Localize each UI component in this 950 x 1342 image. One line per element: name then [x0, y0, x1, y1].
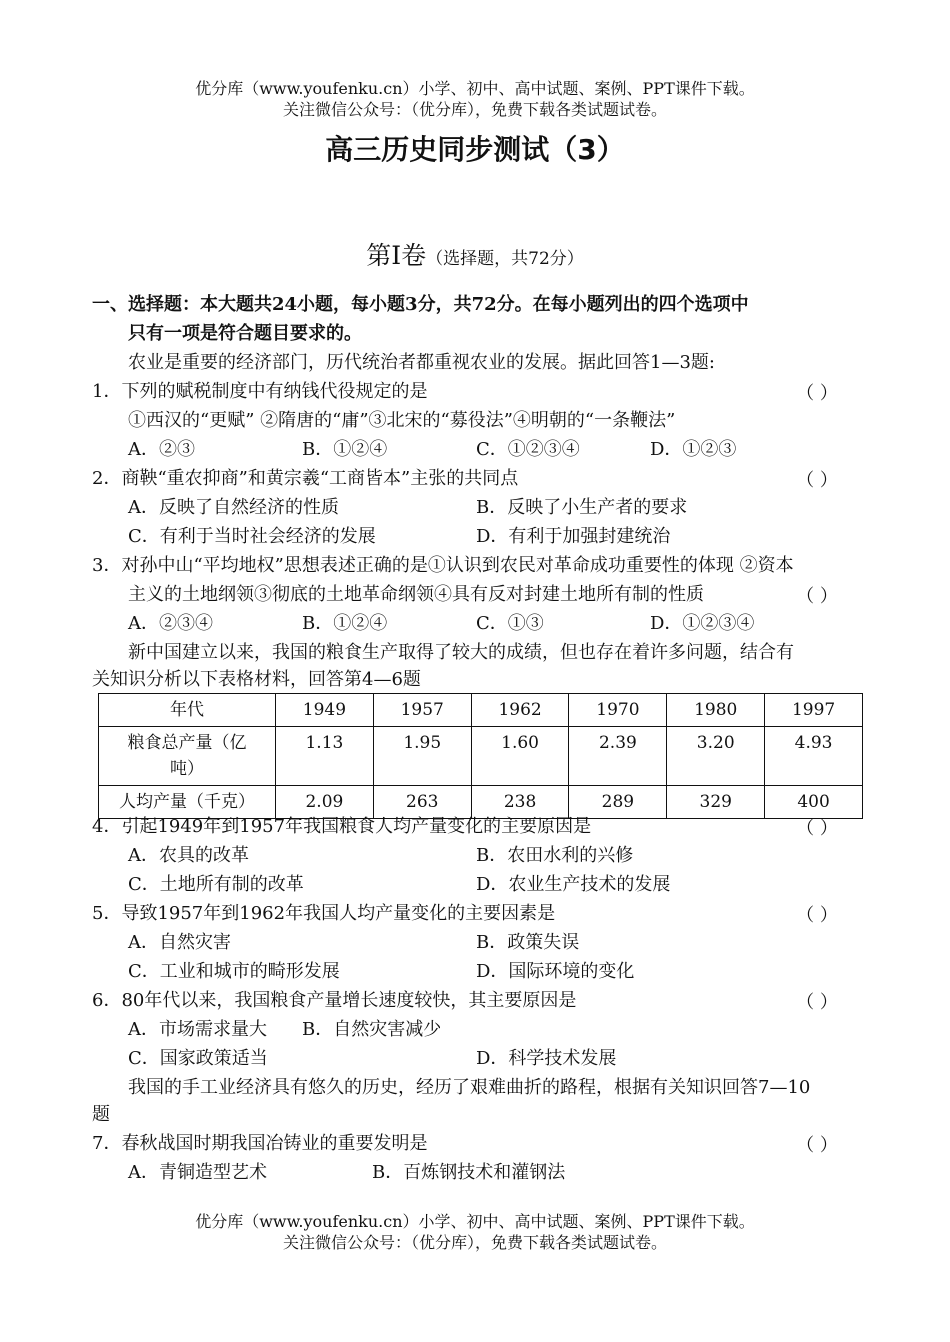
q7-option-b: B．百炼钢技术和灌钢法	[372, 1162, 566, 1183]
table-cell: 年代	[99, 694, 276, 727]
q5-option-b: B．政策失误	[476, 932, 580, 953]
table-cell: 289	[569, 786, 667, 819]
table-cell: 238	[471, 786, 569, 819]
q4-option-b: B．农田水利的兴修	[476, 845, 634, 866]
q1-option-d: D．①②③	[650, 439, 737, 460]
q3-answer-blank[interactable]: （ ）	[796, 586, 838, 607]
table-cell: 1.60	[471, 727, 569, 786]
q6-option-c: C．国家政策适当	[128, 1048, 268, 1069]
table-cell: 人均产量（千克）	[99, 786, 276, 819]
q4-option-c: C．土地所有制的改革	[128, 874, 304, 895]
q3-option-c: C．①③	[476, 613, 544, 634]
section-heading-1: 一、选择题：本大题共24小题，每小题3分，共72分。在每小题列出的四个选项中	[92, 294, 749, 315]
table-cell: 1.13	[276, 727, 374, 786]
header-line-2: 关注微信公众号：（优分库），免费下载各类试题试卷。	[282, 100, 667, 119]
intro-grain-line-2: 关知识分析以下表格材料，回答第4—6题	[92, 669, 421, 690]
q6-stem: 6．80年代以来，我国粮食产量增长速度较快，其主要原因是	[92, 990, 577, 1011]
q1-option-a: A．②③	[128, 439, 195, 460]
table-row	[99, 694, 863, 727]
volume-main: 第Ⅰ卷	[366, 241, 427, 270]
q2-option-c: C．有利于当时社会经济的发展	[128, 526, 376, 547]
q1-option-c: C．①②③④	[476, 439, 580, 460]
table-cell: 1.95	[373, 727, 471, 786]
q2-stem: 2．商鞅“重农抑商”和黄宗羲“工商皆本”主张的共同点	[92, 468, 519, 489]
q6-answer-blank[interactable]: （ ）	[796, 992, 838, 1013]
q3-stem-line-1: 3．对孙中山“平均地权”思想表述正确的是①认识到农民对革命成功重要性的体现 ②资本	[92, 555, 794, 576]
table-cell: 1957	[373, 694, 471, 727]
q7-answer-blank[interactable]: （ ）	[796, 1135, 838, 1156]
table-cell: 329	[667, 786, 765, 819]
page-title: 高三历史同步测试（3）	[325, 133, 625, 166]
q2-answer-blank[interactable]: （ ）	[796, 470, 838, 491]
table-cell: 2.09	[276, 786, 374, 819]
table-cell: 4.93	[765, 727, 863, 786]
volume-note: （选择题，共72分）	[426, 249, 584, 269]
q5-option-d: D．国际环境的变化	[476, 961, 635, 982]
q5-answer-blank[interactable]: （ ）	[796, 905, 838, 926]
q6-option-d: D．科学技术发展	[476, 1048, 617, 1069]
table-cell: 263	[373, 786, 471, 819]
q5-option-a: A．自然灾害	[128, 932, 231, 953]
q1-sub: ①西汉的“更赋” ②隋唐的“庸”③北宋的“募役法”④明朝的“一条鞭法”	[128, 410, 676, 431]
table-cell: 1980	[667, 694, 765, 727]
q3-option-b: B．①②④	[302, 613, 388, 634]
q1-answer-blank[interactable]: （ ）	[796, 383, 838, 404]
q4-option-a: A．农具的改革	[128, 845, 249, 866]
table-cell: 1949	[276, 694, 374, 727]
section-heading-2: 只有一项是符合题目要求的。	[128, 323, 362, 344]
table-row	[99, 727, 863, 786]
header-line-1: 优分库（www.youfenku.cn）小学、初中、高中试题、案例、PPT课件下载。	[195, 79, 755, 98]
volume-heading	[0, 236, 950, 272]
q4-stem: 4．引起1949年到1957年我国粮食人均产量变化的主要原因是	[92, 816, 592, 837]
footer-line-2: 关注微信公众号：（优分库），免费下载各类试题试卷。	[282, 1233, 667, 1252]
q3-option-a: A．②③④	[128, 613, 213, 634]
table-cell: 400	[765, 786, 863, 819]
intro-agriculture: 农业是重要的经济部门，历代统治者都重视农业的发展。据此回答1—3题:	[128, 352, 715, 373]
table-cell: 1997	[765, 694, 863, 727]
q3-stem-line-2: 主义的土地纲领③彻底的土地革命纲领④具有反对封建土地所有制的性质	[128, 584, 704, 605]
q2-option-a: A．反映了自然经济的性质	[128, 497, 339, 518]
q7-stem: 7．春秋战国时期我国冶铸业的重要发明是	[92, 1133, 428, 1154]
q5-stem: 5．导致1957年到1962年我国人均产量变化的主要因素是	[92, 903, 556, 924]
table-cell: 2.39	[569, 727, 667, 786]
q6-option-b: B．自然灾害减少	[302, 1019, 442, 1040]
grain-table	[98, 693, 863, 819]
q6-option-a: A．市场需求量大	[128, 1019, 267, 1040]
q7-option-a: A．青铜造型艺术	[128, 1162, 267, 1183]
q3-option-d: D．①②③④	[650, 613, 755, 634]
table-cell: 1962	[471, 694, 569, 727]
q4-answer-blank[interactable]: （ ）	[796, 818, 838, 839]
intro-handicraft-line-1: 我国的手工业经济具有悠久的历史，经历了艰难曲折的路程，根据有关知识回答7—10	[128, 1077, 811, 1098]
q2-option-b: B．反映了小生产者的要求	[476, 497, 688, 518]
q1-stem: 1．下列的赋税制度中有纳钱代役规定的是	[92, 381, 428, 402]
q1-option-b: B．①②④	[302, 439, 388, 460]
table-cell: 3.20	[667, 727, 765, 786]
q5-option-c: C．工业和城市的畸形发展	[128, 961, 340, 982]
q2-option-d: D．有利于加强封建统治	[476, 526, 671, 547]
intro-handicraft-line-2: 题	[92, 1104, 110, 1125]
table-cell: 1970	[569, 694, 667, 727]
q4-option-d: D．农业生产技术的发展	[476, 874, 671, 895]
intro-grain-line-1: 新中国建立以来，我国的粮食生产取得了较大的成绩，但也存在着许多问题，结合有	[128, 642, 794, 663]
footer-line-1: 优分库（www.youfenku.cn）小学、初中、高中试题、案例、PPT课件下载。	[195, 1212, 755, 1231]
table-cell: 粮食总产量（亿吨）	[99, 727, 276, 786]
